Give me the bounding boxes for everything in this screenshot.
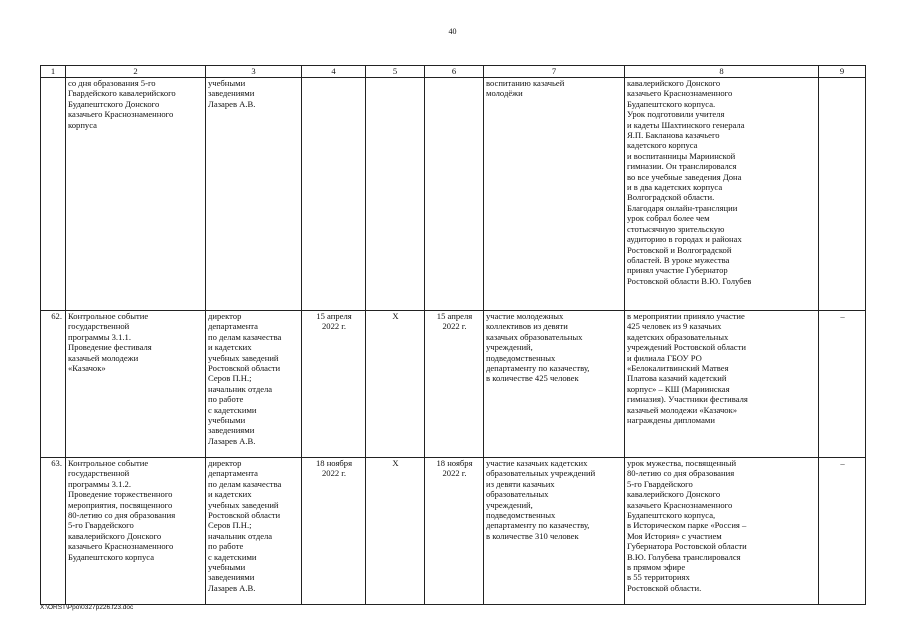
actual-result-cell-line: гимназии. Он транслировался	[627, 161, 737, 172]
event-name-cell-line: государственной	[68, 468, 130, 479]
actual-date-cell	[425, 78, 484, 311]
page-number: 40	[448, 27, 457, 36]
actual-result-cell-line: Будапештского корпуса.	[627, 98, 716, 109]
event-name-cell-line: 80-летию со дня образования	[68, 510, 176, 521]
event-name-cell-line: кавалерийского Донского	[68, 530, 162, 541]
event-name-cell	[66, 78, 206, 311]
event-name-cell-line: 5-го Гвардейского	[68, 520, 134, 531]
responsible-cell-line: и кадетских	[208, 489, 252, 500]
responsible-cell-line: по работе	[208, 394, 244, 405]
expected-result-cell-line: коллективов из девяти	[486, 321, 568, 332]
actual-result-cell-line: кавалерийского Донского	[627, 78, 721, 88]
event-name-cell-line: программы 3.1.2.	[68, 478, 131, 489]
actual-result-cell-line: гимназия). Участники фестиваля	[627, 394, 748, 405]
responsible-cell-line: начальник отдела	[208, 383, 273, 394]
event-name-cell-line: казачьей молодежи	[68, 352, 139, 363]
responsible-cell	[206, 311, 302, 458]
event-name-cell-line: мероприятия, посвященного	[68, 499, 173, 510]
responsible-cell-line: по делам казачества	[208, 331, 282, 342]
col-header-3: 3	[206, 66, 302, 78]
actual-result-cell-line: казачьего Краснознаменного	[627, 499, 733, 510]
event-name-cell	[66, 311, 206, 458]
actual-result-cell-line: в 55 территориях	[627, 572, 690, 583]
responsible-cell-line: Лазарев А.В.	[208, 98, 256, 109]
event-name-cell-line: корпуса	[68, 119, 97, 130]
responsible-cell-line: учебными	[208, 562, 246, 573]
row-number-cell: 63.	[41, 458, 66, 605]
actual-result-cell	[625, 78, 819, 311]
actual-result-cell-line: награждены дипломами	[627, 415, 715, 426]
table-header-row	[41, 66, 866, 78]
expected-result-cell-line: казачьих образовательных	[486, 331, 583, 342]
col-header-4: 4	[302, 66, 366, 78]
event-name-cell-line: программы 3.1.1.	[68, 331, 131, 342]
responsible-cell-line: и кадетских	[208, 342, 252, 353]
actual-result-cell-line: корпус» – КШ (Мариинская	[627, 383, 730, 394]
planned-date-cell-line: 2022 г.	[321, 321, 347, 332]
actual-date-cell-line: 2022 г.	[442, 468, 467, 479]
document-file-path: X:\ORST\Ppo\0327p226.f23.doc	[40, 604, 134, 611]
responsible-cell-line: департамента	[208, 321, 258, 332]
event-name-cell-line: Будапештского корпуса	[68, 551, 155, 562]
actual-result-cell-line: «Белокалитвинский Матвея	[627, 363, 729, 374]
event-name-cell-line: государственной	[68, 321, 130, 332]
expected-result-cell-line: молодёжи	[486, 88, 523, 99]
responsible-cell-line: учебными	[208, 78, 246, 88]
expected-result-cell	[484, 311, 625, 458]
responsible-cell-line: с кадетскими	[208, 551, 257, 562]
actual-result-cell-line: областей. В уроке мужества	[627, 254, 730, 265]
table-row	[41, 458, 866, 605]
col-header-8: 8	[625, 66, 819, 78]
event-name-cell-line: казачьего Краснознаменного	[68, 541, 174, 552]
actual-result-cell-line: Моя История» с участием	[627, 530, 722, 541]
column-5-cell: Х	[366, 311, 425, 458]
expected-result-cell-line: департаменту по казачеству,	[486, 520, 590, 531]
responsible-cell-line: директор	[208, 458, 242, 468]
actual-result-cell-line: Ростовской области.	[627, 582, 702, 593]
actual-result-cell-line: Волгоградской области.	[627, 192, 715, 203]
table-row	[41, 311, 866, 458]
col-header-5: 5	[366, 66, 425, 78]
responsible-cell	[206, 78, 302, 311]
responsible-cell-line: с кадетскими	[208, 404, 257, 415]
col-header-6: 6	[425, 66, 484, 78]
responsible-cell-line: Лазарев А.В.	[208, 435, 256, 446]
expected-result-cell-line: департаменту по казачеству,	[486, 363, 590, 374]
event-name-cell-line: Контрольное событие	[68, 311, 149, 321]
expected-result-cell-line: воспитанию казачьей	[486, 78, 565, 88]
actual-result-cell-line: казачьего Краснознаменного	[627, 88, 733, 99]
actual-result-cell-line: Губернатора Ростовской области	[627, 541, 747, 552]
expected-result-cell-line: учреждений,	[486, 499, 533, 510]
responsible-cell-line: учебных заведений	[208, 499, 279, 510]
col-header-2: 2	[66, 66, 206, 78]
expected-result-cell-line: в количестве 310 человек	[486, 530, 579, 541]
column-5-cell	[366, 78, 425, 311]
actual-result-cell-line: 425 человек из 9 казачьих	[627, 321, 722, 332]
actual-result-cell-line: кадетских образовательных	[627, 331, 729, 342]
expected-result-cell-line: подведомственных	[486, 510, 556, 521]
planned-date-cell-line: 18 ноября	[315, 458, 353, 468]
event-name-cell	[66, 458, 206, 605]
responsible-cell-line: по делам казачества	[208, 478, 282, 489]
actual-result-cell-line: аудиторию в городах и районах	[627, 234, 742, 245]
report-table	[40, 65, 866, 605]
responsible-cell-line: Серов П.Н.;	[208, 373, 252, 384]
col-header-7: 7	[484, 66, 625, 78]
planned-date-cell-line: 2022 г.	[321, 468, 347, 479]
responsible-cell-line: заведениями	[208, 572, 255, 583]
responsible-cell-line: Ростовской области	[208, 363, 281, 374]
actual-result-cell-line: Ростовской и Волгоградской	[627, 244, 732, 255]
column-5-cell: Х	[366, 458, 425, 605]
actual-result-cell-line: кадетского корпуса	[627, 140, 698, 151]
responsible-cell-line: учебных заведений	[208, 352, 279, 363]
actual-result-cell-line: Я.П. Бакланова казачьего	[627, 130, 720, 141]
actual-date-cell	[425, 311, 484, 458]
responsible-cell-line: заведениями	[208, 88, 255, 99]
expected-result-cell-line: участие молодежных	[486, 311, 564, 321]
actual-result-cell-line: принял участие Губернатор	[627, 265, 728, 276]
actual-result-cell-line: Платова казачий кадетский	[627, 373, 727, 384]
event-name-cell-line: Будапештского Донского	[68, 98, 160, 109]
event-name-cell-line: Проведение торжественного	[68, 489, 173, 500]
actual-date-cell-line: 2022 г.	[442, 321, 467, 332]
responsible-cell-line: Лазарев А.В.	[208, 582, 256, 593]
actual-result-cell-line: урок мужества, посвященный	[627, 458, 737, 468]
planned-date-cell	[302, 311, 366, 458]
expected-result-cell-line: из девяти казачьих	[486, 478, 555, 489]
expected-result-cell-line: образовательных учреждений	[486, 468, 596, 479]
actual-result-cell-line: кавалерийского Донского	[627, 489, 721, 500]
planned-date-cell	[302, 458, 366, 605]
actual-result-cell-line: в мероприятии приняло участие	[627, 311, 745, 321]
actual-result-cell-line: 5-го Гвардейского	[627, 478, 693, 489]
actual-date-cell-line: 15 апреля	[436, 311, 473, 321]
actual-date-cell	[425, 458, 484, 605]
responsible-cell-line: Ростовской области	[208, 510, 281, 521]
column-9-cell: –	[819, 311, 866, 458]
col-header-1: 1	[41, 66, 66, 78]
actual-result-cell-line: стотысячную зрительскую	[627, 223, 725, 234]
expected-result-cell-line: образовательных	[486, 489, 549, 500]
expected-result-cell-line: в количестве 425 человек	[486, 373, 579, 384]
actual-result-cell-line: учреждений Ростовской области	[627, 342, 746, 353]
event-name-cell-line: Проведение фестиваля	[68, 342, 152, 353]
column-9-cell: –	[819, 458, 866, 605]
actual-result-cell-line: и в два кадетских корпуса	[627, 182, 723, 193]
actual-result-cell-line: Будапештского корпуса,	[627, 510, 716, 521]
expected-result-cell-line: участие казачьих кадетских	[486, 458, 588, 468]
expected-result-cell-line: учреждений,	[486, 342, 533, 353]
actual-result-cell-line: урок собрал более чем	[627, 213, 710, 224]
actual-result-cell-line: Благодаря онлайн-трансляции	[627, 202, 738, 213]
actual-result-cell-line: и кадеты Шахтинского генерала	[627, 119, 745, 130]
actual-result-cell-line: 80-летию со дня образования	[627, 468, 735, 479]
actual-result-cell	[625, 311, 819, 458]
table-row	[41, 78, 866, 311]
planned-date-cell-line: 15 апреля	[316, 311, 352, 321]
event-name-cell-line: «Казачок»	[68, 363, 106, 374]
actual-result-cell-line: во все учебные заведения Дона	[627, 171, 742, 182]
row-number-cell: 62.	[41, 311, 66, 458]
expected-result-cell	[484, 458, 625, 605]
responsible-cell-line: департамента	[208, 468, 258, 479]
actual-result-cell	[625, 458, 819, 605]
actual-result-cell-line: В.Ю. Голубева транслировался	[627, 551, 741, 562]
responsible-cell-line: заведениями	[208, 425, 255, 436]
col-header-9: 9	[819, 66, 866, 78]
actual-result-cell-line: и филиала ГБОУ РО	[627, 352, 702, 363]
event-name-cell-line: Гвардейского кавалерийского	[68, 88, 176, 99]
actual-result-cell-line: в Историческом парке «Россия –	[627, 520, 747, 531]
column-9-cell	[819, 78, 866, 311]
expected-result-cell-line: подведомственных	[486, 352, 556, 363]
responsible-cell	[206, 458, 302, 605]
responsible-cell-line: по работе	[208, 541, 244, 552]
event-name-cell-line: со дня образования 5-го	[68, 78, 156, 88]
responsible-cell-line: директор	[208, 311, 242, 321]
actual-result-cell-line: Ростовской области В.Ю. Голубев	[627, 275, 752, 286]
planned-date-cell	[302, 78, 366, 311]
actual-date-cell-line: 18 ноября	[436, 458, 473, 468]
actual-result-cell-line: в прямом эфире	[627, 562, 686, 573]
responsible-cell-line: учебными	[208, 415, 246, 426]
event-name-cell-line: Контрольное событие	[68, 458, 149, 468]
actual-result-cell-line: казачьей молодежи «Казачок»	[627, 404, 738, 415]
row-number-cell	[41, 78, 66, 311]
responsible-cell-line: Серов П.Н.;	[208, 520, 252, 531]
actual-result-cell-line: и воспитанницы Мариинской	[627, 150, 736, 161]
event-name-cell-line: казачьего Краснознаменного	[68, 109, 174, 120]
actual-result-cell-line: Урок подготовили учителя	[627, 109, 725, 120]
responsible-cell-line: начальник отдела	[208, 530, 273, 541]
expected-result-cell	[484, 78, 625, 311]
